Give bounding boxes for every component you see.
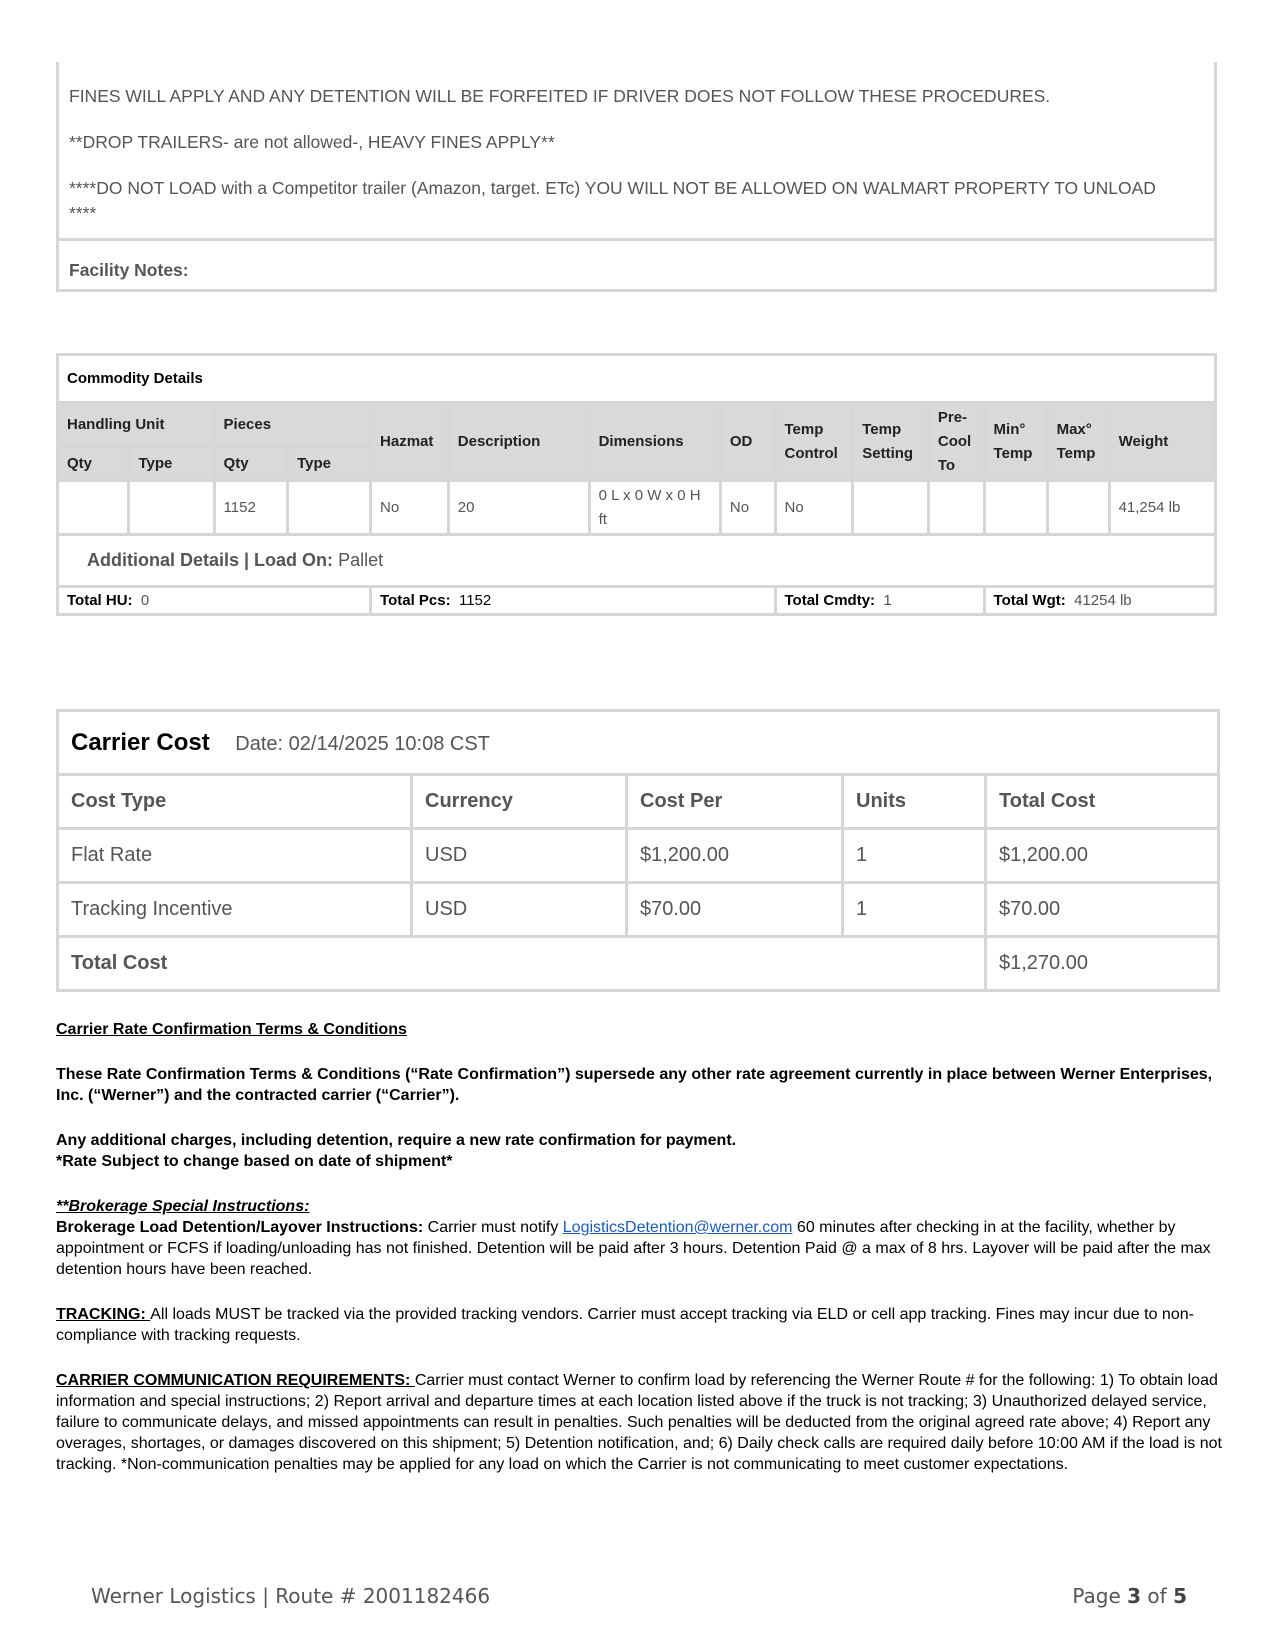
tracking-label: TRACKING: [56,1306,151,1323]
cell-cost-type: Tracking Incentive [58,883,412,937]
table-row [58,829,1219,883]
additional-details-value: Pallet [338,550,384,570]
cell-pcs-qty: 1152 [214,481,288,535]
terms-and-conditions [56,1019,1226,1499]
carrier-cost-table [56,709,1220,992]
col-hazmat: Hazmat [371,403,449,481]
carrier-cost-date: Date: 02/14/2025 10:08 CST [235,732,490,755]
col-pre-cool-to: Pre-Cool To [928,403,984,481]
communication-label: CARRIER COMMUNICATION REQUIREMENTS: [56,1372,415,1389]
cell-temp-control: No [775,481,853,535]
detention-pre: Carrier must notify [423,1219,563,1236]
cell-units: 1 [843,883,986,937]
notes-line-drop-trailers: **DROP TRAILERS- are not allowed-, HEAVY FINES APPLY** [69,132,555,152]
detention-label: Brokerage Load Detention/Layover Instructions: [56,1219,424,1236]
table-row [58,481,1216,535]
total-cmdty-label: Total Cmdty: [784,592,876,609]
notes-line-fines: FINES WILL APPLY AND ANY DETENTION WILL BE FORFEITED IF DRIVER DOES NOT FOLLOW THESE PROCEDURES. [69,86,1051,106]
facility-notes-label: Facility Notes: [69,260,189,280]
cell-currency: USD [412,883,627,937]
col-handling-unit: Handling Unit [58,403,215,447]
col-pcs-qty: Qty [214,447,288,481]
cell-min-temp [984,481,1047,535]
col-temp-setting: Temp Setting [853,403,929,481]
terms-heading: Carrier Rate Confirmation Terms & Conditions [56,1021,407,1038]
col-units: Units [843,775,986,829]
cell-max-temp [1047,481,1109,535]
cell-cost-per: $1,200.00 [627,829,843,883]
col-max-temp: Max° Temp [1047,403,1109,481]
col-hu-qty: Qty [58,447,129,481]
total-hu-value: 0 [140,592,150,609]
col-pcs-type: Type [288,447,371,481]
page-prefix: Page [1072,1584,1128,1608]
cell-cost-per: $70.00 [627,883,843,937]
driver-notes-box [56,62,1217,292]
total-wgt-value: 41254 lb [1074,592,1132,609]
total-wgt [984,587,1215,615]
additional-details-label: Additional Details | Load On: [87,550,334,570]
carrier-cost-header [58,711,1219,775]
cell-weight: 41,254 lb [1109,481,1215,535]
communication-text: Carrier must contact Werner to confirm load by referencing the Werner Route # for the following: 1) To obtain load information and special instructions; 2) Report arrival and departure times at each location listed above if the truck is not tracking; 3) Unauthorized delayed service, failure to communicate delays, and missed appointments can result in penalties. Such penalties will be deducted from the original agreed rate above; 4) Report any overages, shortages, or damages discovered on this shipment; 5) Detention notification, and; 6) Daily check calls are required daily before 10:00 AM if the load is not tracking. *Non-communication penalties may be applied for any load on which the Carrier is not communicating to meet customer expectations. [56,1372,1222,1473]
cell-currency: USD [412,829,627,883]
total-pcs-value: 1152 [458,592,492,609]
col-description: Description [448,403,589,481]
terms-additional-charges: Any additional charges, including detention, require a new rate confirmation for payment. [56,1132,737,1149]
total-cmdty [775,587,984,615]
col-od: OD [720,403,775,481]
col-pieces: Pieces [214,403,371,447]
col-total-cost: Total Cost [986,775,1219,829]
terms-supersede-paragraph: These Rate Confirmation Terms & Conditions (“Rate Confirmation”) supersede any other rate agreement currently in place between Werner Enterprises, Inc. (“Werner”) and the contracted carrier (“Carrier”). [56,1066,1213,1104]
col-weight: Weight [1109,403,1215,481]
additional-details [58,535,1216,587]
notes-line-competitor-trailer: ****DO NOT LOAD with a Competitor trailer (Amazon, target. ETc) YOU WILL NOT BE ALLOWED ON WALMART PROPERTY TO UNLOAD **** [69,178,1156,223]
page-total: 5 [1173,1584,1187,1608]
col-dimensions: Dimensions [589,403,720,481]
total-cmdty-value: 1 [883,592,892,609]
carrier-cost-title: Carrier Cost [71,728,210,756]
col-hu-type: Type [129,447,214,481]
cell-pcs-type [288,481,371,535]
col-cost-per: Cost Per [627,775,843,829]
driver-notes-row [59,62,1214,241]
cell-pre-cool [928,481,984,535]
tracking-text: All loads MUST be tracked via the provided tracking vendors. Carrier must accept tracking via ELD or cell app tracking. Fines may incur due to non-compliance with tracking requests. [56,1306,1194,1344]
cell-total-cost: $1,200.00 [986,829,1219,883]
cell-od: No [720,481,775,535]
special-instructions-heading: **Brokerage Special Instructions: [56,1198,310,1215]
commodity-details-table [56,353,1217,616]
cell-units: 1 [843,829,986,883]
total-pcs-label: Total Pcs: [380,592,451,609]
col-currency: Currency [412,775,627,829]
terms-rate-subject: *Rate Subject to change based on date of shipment* [56,1153,453,1170]
detention-email-link[interactable]: LogisticsDetention@werner.com [562,1219,793,1236]
total-hu-label: Total HU: [67,592,133,609]
cell-temp-setting [853,481,929,535]
total-cost-value: $1,270.00 [986,937,1219,991]
cell-hu-type [129,481,214,535]
total-wgt-label: Total Wgt: [993,592,1066,609]
page-current: 3 [1127,1584,1142,1608]
total-cost-row [58,937,1219,991]
total-cost-label: Total Cost [58,937,986,991]
cell-cost-type: Flat Rate [58,829,412,883]
cell-hu-qty [58,481,129,535]
page-mid: of [1141,1584,1174,1608]
cell-total-cost: $70.00 [986,883,1219,937]
footer-route: Werner Logistics | Route # 2001182466 [91,1584,491,1608]
footer-page-number [1072,1584,1187,1608]
cell-description: 20 [448,481,589,535]
total-hu [58,587,371,615]
col-temp-control: Temp Control [775,403,853,481]
cell-hazmat: No [371,481,449,535]
commodity-details-title: Commodity Details [58,355,1216,403]
total-pcs [371,587,775,615]
detention-post: 60 minutes after checking in at the facility, whether by appointment or FCFS if loading/unloading has not finished. Detention will be paid after 3 hours. Detention Paid @ a max of 8 hrs. Layover will be paid after the max detention hours have been reached. [56,1219,1211,1278]
cell-dimensions: 0 L x 0 W x 0 H ft [589,481,720,535]
col-cost-type: Cost Type [58,775,412,829]
table-row [58,883,1219,937]
col-min-temp: Min° Temp [984,403,1047,481]
